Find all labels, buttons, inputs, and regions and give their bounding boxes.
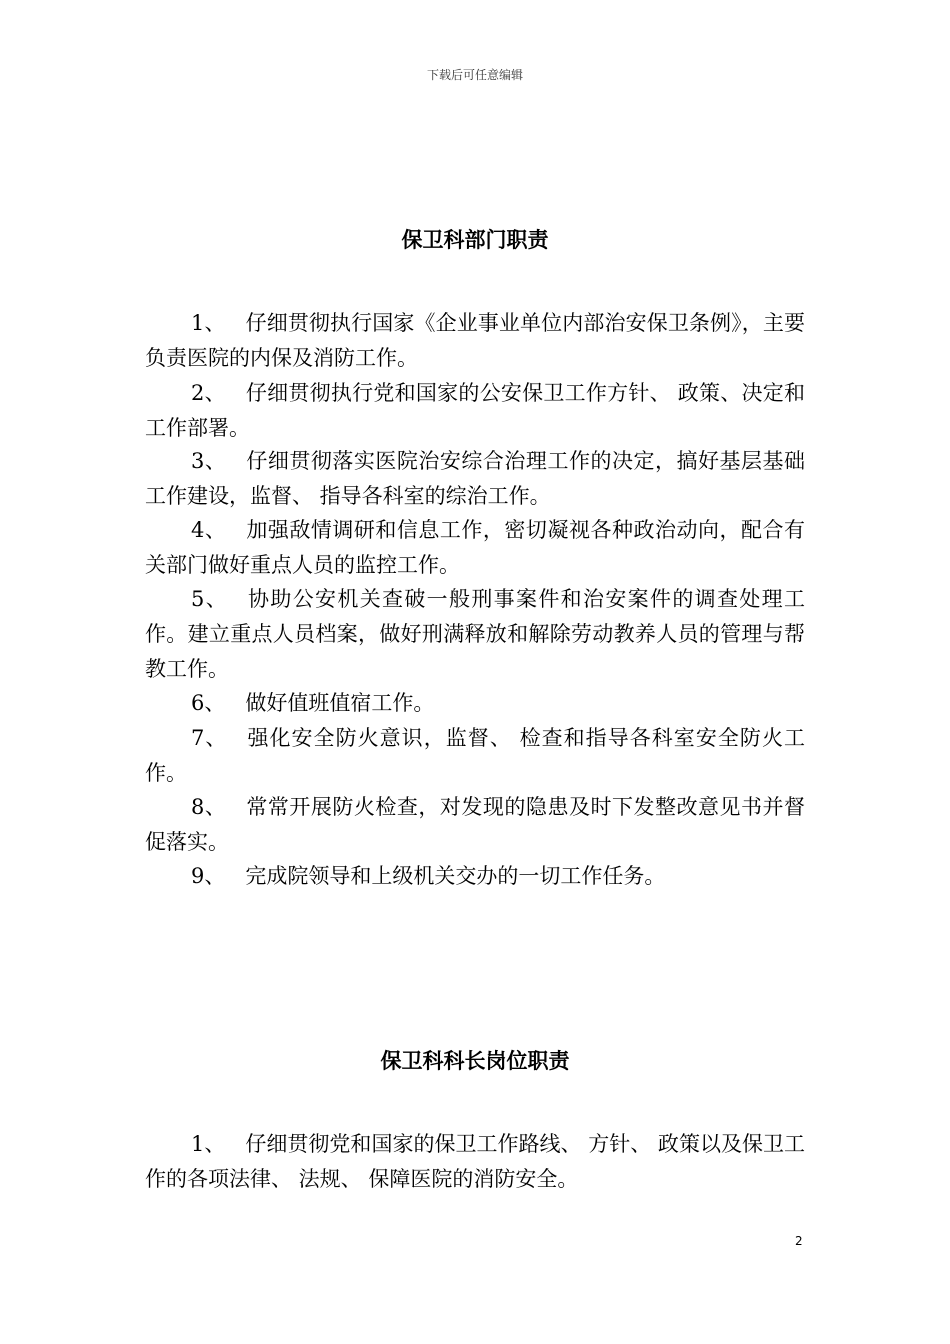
duty-item-9: [145, 859, 805, 894]
item-text: 仔细贯彻落实医院治安综合治理工作的决定，搞好基层基础工作建设，监督、 指导各科室的综治工作。: [145, 449, 805, 508]
chief-duty-item-1: [145, 1127, 805, 1197]
duty-item-7: [145, 721, 805, 791]
duty-item-8: [145, 790, 805, 860]
item-number: 1、: [191, 1132, 226, 1156]
duty-item-5: [145, 582, 805, 687]
item-number: 6、: [191, 691, 226, 715]
page-header-note: 下载后可任意编辑: [426, 68, 523, 82]
item-text: 常常开展防火检查，对发现的隐患及时下发整改意见书并督促落实。: [145, 795, 805, 854]
duty-item-6: [145, 686, 805, 721]
item-number: 5、: [191, 587, 229, 611]
item-text: 加强敌情调研和信息工作，密切凝视各种政治动向，配合有关部门做好重点人员的监控工作。: [145, 518, 805, 577]
page-number: 2: [795, 1234, 803, 1248]
item-number: 4、: [191, 518, 227, 542]
item-number: 2、: [191, 381, 226, 405]
section-title-chief-duties: 保卫科科长岗位职责: [380, 1049, 570, 1073]
item-number: 8、: [191, 795, 227, 819]
duty-item-3: [145, 444, 805, 514]
duty-item-1: [145, 306, 805, 376]
item-text: 做好值班值宿工作。: [245, 691, 435, 715]
item-text: 仔细贯彻执行国家《企业事业单位内部治安保卫条例》，主要负责医院的内保及消防工作。: [145, 311, 805, 370]
item-text: 强化安全防火意识，监督、 检查和指导各科室安全防火工作。: [145, 726, 805, 785]
item-number: 9、: [191, 864, 226, 888]
item-text: 完成院领导和上级机关交办的一切工作任务。: [245, 864, 666, 888]
item-text: 仔细贯彻执行党和国家的公安保卫工作方针、 政策、决定和工作部署。: [145, 381, 805, 440]
duty-item-4: [145, 513, 805, 583]
section-title-department-duties: 保卫科部门职责: [401, 228, 549, 252]
item-number: 1、: [191, 311, 226, 335]
item-text: 仔细贯彻党和国家的保卫工作路线、 方针、 政策以及保卫工作的各项法律、 法规、 保障医院的消防安全。: [145, 1132, 805, 1191]
item-number: 3、: [191, 449, 227, 473]
item-text: 协助公安机关查破一般刑事案件和治安案件的调查处理工作。建立重点人员档案，做好刑满释放和解除劳动教养人员的管理与帮教工作。: [145, 587, 805, 681]
item-number: 7、: [191, 726, 228, 750]
duty-item-2: [145, 376, 805, 446]
